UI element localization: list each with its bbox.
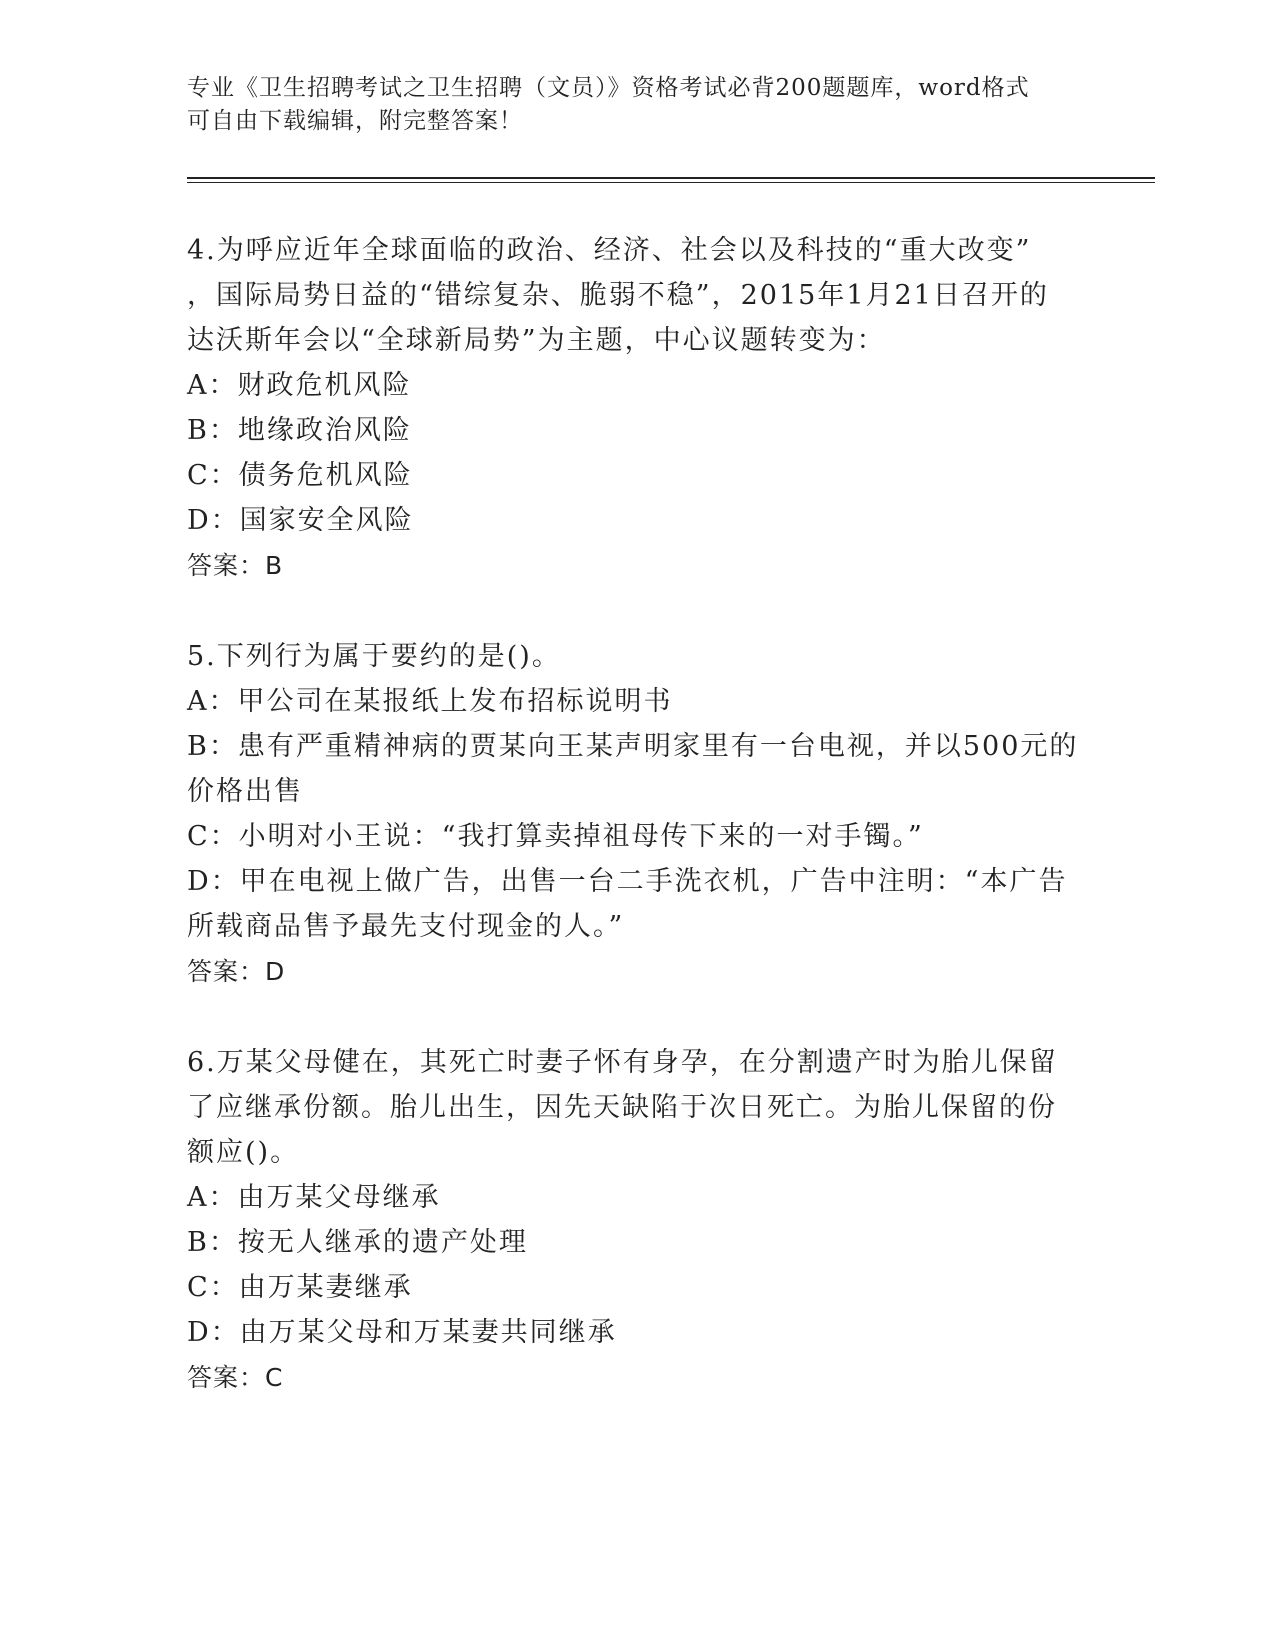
- question-stem-line: 额应()。: [187, 1137, 300, 1168]
- option-b: B：地缘政治风险: [187, 415, 412, 446]
- option-a: A：由万某父母继承: [187, 1182, 441, 1213]
- answer-label: 答案：D: [187, 957, 286, 986]
- question-4: [187, 228, 1087, 588]
- option-c: C：由万某妻继承: [187, 1272, 413, 1303]
- option-b-continued: 价格出售: [187, 776, 303, 807]
- answer-label: 答案：C: [187, 1363, 284, 1392]
- question-stem-line: 5.下列行为属于要约的是()。: [187, 641, 561, 672]
- question-list: [187, 228, 1087, 1446]
- option-d: D：由万某父母和万某妻共同继承: [187, 1317, 617, 1348]
- document-header: [187, 72, 1067, 138]
- answer-label: 答案：B: [187, 551, 284, 580]
- question-stem-line: 达沃斯年会以“全球新局势”为主题，中心议题转变为：: [187, 325, 886, 356]
- question-stem-line: 4.为呼应近年全球面临的政治、经济、社会以及科技的“重大改变”: [187, 235, 1032, 266]
- option-d-continued: 所载商品售予最先支付现金的人。”: [187, 911, 625, 942]
- question-stem-line: 了应继承份额。胎儿出生，因先天缺陷于次日死亡。为胎儿保留的份: [187, 1092, 1057, 1123]
- header-divider-thin: [187, 182, 1155, 183]
- option-c: C：债务危机风险: [187, 460, 413, 491]
- header-line-2: 可自由下载编辑，附完整答案！: [187, 108, 523, 134]
- option-d: D：甲在电视上做广告，出售一台二手洗衣机，广告中注明：“本广告: [187, 866, 1068, 897]
- header-line-1: 专业《卫生招聘考试之卫生招聘（文员）》资格考试必背200题题库，word格式: [187, 75, 1030, 101]
- question-5: [187, 634, 1087, 994]
- option-b: B：按无人继承的遗产处理: [187, 1227, 528, 1258]
- question-stem-line: ，国际局势日益的“错综复杂、脆弱不稳”，2015年1月21日召开的: [187, 280, 1049, 311]
- question-6: [187, 1040, 1087, 1400]
- option-a: A：甲公司在某报纸上发布招标说明书: [187, 686, 673, 717]
- option-d: D：国家安全风险: [187, 505, 414, 536]
- header-divider-thick: [187, 177, 1155, 179]
- option-a: A：财政危机风险: [187, 370, 412, 401]
- question-stem-line: 6.万某父母健在，其死亡时妻子怀有身孕，在分割遗产时为胎儿保留: [187, 1047, 1058, 1078]
- option-b: B：患有严重精神病的贾某向王某声明家里有一台电视，并以500元的: [187, 731, 1079, 762]
- option-c: C：小明对小王说：“我打算卖掉祖母传下来的一对手镯。”: [187, 821, 924, 852]
